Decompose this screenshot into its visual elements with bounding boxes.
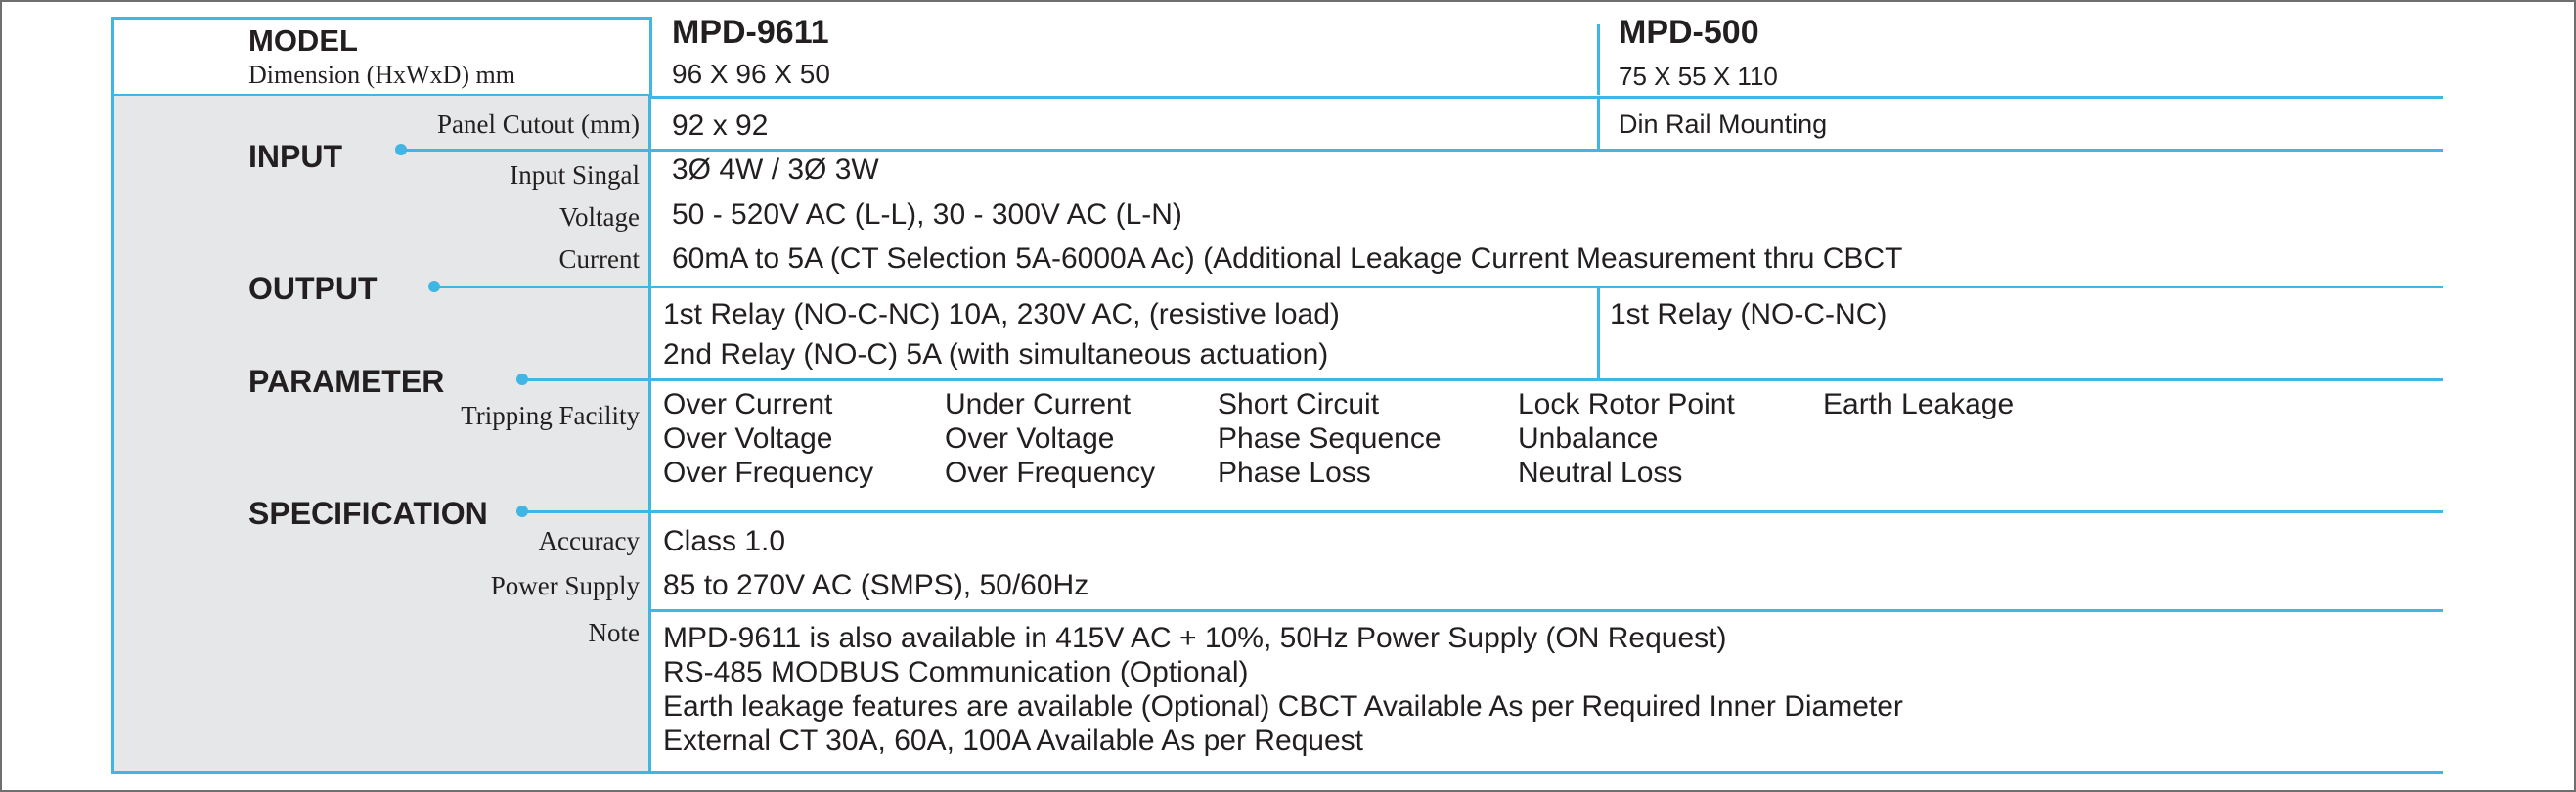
tripping-item: Phase Loss [1218,457,1371,489]
specification-connector-dot [516,506,528,517]
output-a-line-2: 2nd Relay (NO-C) 5A (with simultaneous actuation) [663,338,1329,371]
label-column [111,96,651,774]
tripping-item: Over Voltage [663,422,833,455]
output-a-line-1: 1st Relay (NO-C-NC) 10A, 230V AC, (resistive load) [663,298,1340,330]
tripping-item: Earth Leakage [1823,388,2015,420]
tripping-item: Phase Sequence [1218,422,1442,455]
specification-connector-line [522,510,2443,513]
current-value: 60mA to 5A (CT Selection 5A-6000A Ac) (Additional Leakage Current Measurement thru CBCT [672,242,1903,275]
power-supply-value: 85 to 270V AC (SMPS), 50/60Hz [663,569,1089,601]
note-line: External CT 30A, 60A, 100A Available As per Request [663,725,1364,757]
section-parameter: PARAMETER [248,364,445,399]
table-bottom-line [649,771,2443,774]
output-connector-line [434,286,2443,288]
section-specification: SPECIFICATION [248,496,488,531]
section-output: OUTPUT [248,271,378,306]
label-power-supply: Power Supply [490,571,640,600]
label-tripping-facility: Tripping Facility [461,401,640,430]
dimension-label: Dimension (HxWxD) mm [248,61,515,89]
label-accuracy: Accuracy [538,526,640,555]
note-line: Earth leakage features are available (Optional) CBCT Available As per Required Inner Diameter [663,690,1903,723]
input-connector-dot [395,144,407,155]
accuracy-value: Class 1.0 [663,525,786,557]
tripping-item: Over Voltage [945,422,1115,455]
model-b-dimension: 75 X 55 X 110 [1619,62,1778,91]
header-column-divider [1597,24,1600,95]
tripping-item: Lock Rotor Point [1518,388,1735,420]
tripping-item: Under Current [945,388,1132,420]
row-divider [649,96,2443,99]
row-divider [649,609,2443,612]
tripping-item: Over Frequency [663,457,874,489]
model-a-dimension: 96 X 96 X 50 [672,59,830,89]
tripping-item: Over Current [663,388,833,420]
output-column-divider [1597,287,1600,378]
tripping-item: Unbalance [1518,422,1659,455]
output-b-value: 1st Relay (NO-C-NC) [1610,298,1888,330]
model-a-title: MPD-9611 [672,14,829,51]
panel-cutout-b: Din Rail Mounting [1619,110,1828,139]
tripping-item: Over Frequency [945,457,1156,489]
note-line: RS-485 MODBUS Communication (Optional) [663,656,1249,688]
label-voltage: Voltage [559,202,640,232]
label-note: Note [588,618,640,647]
label-current: Current [558,244,640,274]
model-b-title: MPD-500 [1619,14,1759,51]
section-input: INPUT [248,139,342,174]
parameter-connector-dot [516,374,528,385]
input-connector-line [401,149,2443,152]
tripping-item: Neutral Loss [1518,457,1683,489]
voltage-value: 50 - 520V AC (L-L), 30 - 300V AC (L-N) [672,198,1182,231]
tripping-item: Short Circuit [1218,388,1380,420]
model-label: MODEL [248,23,358,58]
parameter-connector-line [522,378,2443,381]
panel-cutout-a: 92 x 92 [672,110,769,142]
note-line: MPD-9611 is also available in 415V AC + 10%, 50Hz Power Supply (ON Request) [663,622,1727,654]
cutout-column-divider [1597,98,1600,149]
label-input-singal: Input Singal [510,160,640,190]
output-connector-dot [428,281,440,292]
input-singal-value: 3Ø 4W / 3Ø 3W [672,154,879,186]
label-panel-cutout: Panel Cutout (mm) [437,110,640,139]
